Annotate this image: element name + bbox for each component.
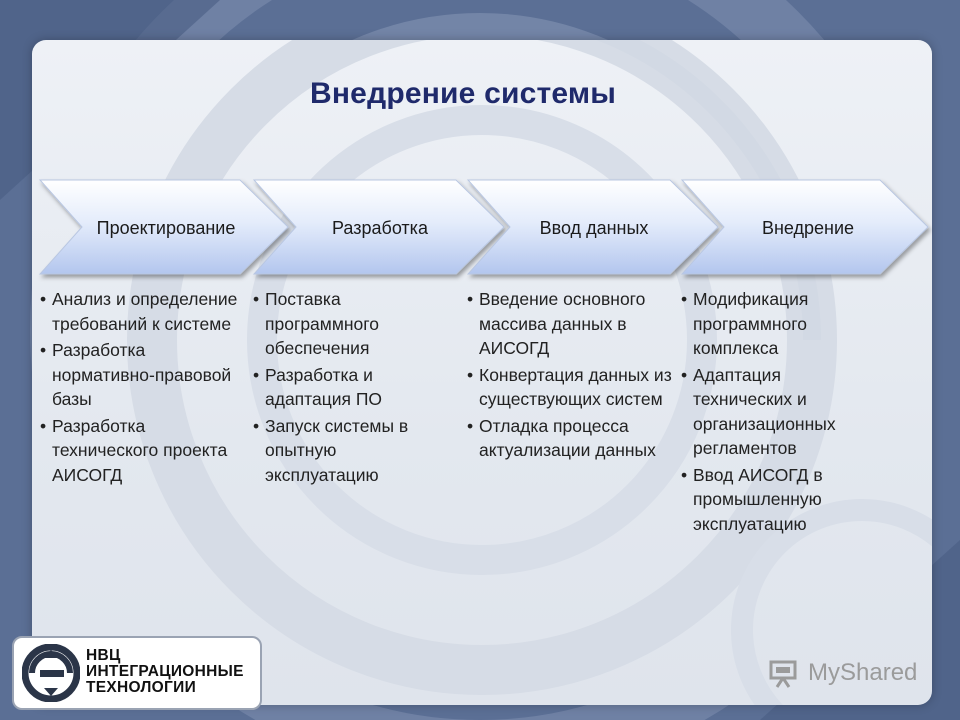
- company-logo-text: [86, 648, 244, 696]
- stage-column-data-input: [467, 287, 672, 465]
- list-item: • Анализ и определение требований к системе: [40, 287, 240, 336]
- list-item: • Запуск системы в опытную эксплуатацию: [253, 414, 433, 488]
- stage-label-development: Разработка: [332, 218, 428, 238]
- slide-title: Внедрение системы: [310, 77, 617, 110]
- list-item: • Разработка технического проекта АИСОГД: [40, 414, 240, 488]
- company-logo: [12, 636, 262, 710]
- list-item: • Адаптация технических и организационных регламентов: [681, 363, 861, 461]
- company-logo-icon: [22, 644, 80, 702]
- stage-column-development: [253, 287, 433, 489]
- list-item: • Конвертация данных из существующих систем: [467, 363, 672, 412]
- list-item: • Поставка программного обеспечения: [253, 287, 433, 361]
- stage-label-design: Проектирование: [96, 218, 236, 238]
- list-item: • Разработка нормативно-правовой базы: [40, 338, 240, 412]
- list-item: • Введение основного массива данных в АИСОГД: [467, 287, 672, 361]
- stage-column-design: [40, 287, 240, 489]
- watermark-text: MyShared: [808, 659, 918, 686]
- presentation-icon: [768, 658, 798, 688]
- list-item: • Разработка и адаптация ПО: [253, 363, 433, 412]
- list-item: • Отладка процесса актуализации данных: [467, 414, 672, 463]
- logo-line-2: ИНТЕГРАЦИОННЫЕ: [86, 663, 244, 680]
- list-item: • Ввод АИСОГД в промышленную эксплуатацию: [681, 463, 861, 537]
- logo-line-3: ТЕХНОЛОГИИ: [86, 679, 197, 696]
- logo-line-1: НВЦ: [86, 647, 121, 664]
- stage-label-implementation: Внедрение: [761, 218, 855, 238]
- stage-label-data-input: Ввод данных: [539, 218, 649, 238]
- stage-column-implementation: [681, 287, 861, 538]
- list-item: • Модификация программного комплекса: [681, 287, 861, 361]
